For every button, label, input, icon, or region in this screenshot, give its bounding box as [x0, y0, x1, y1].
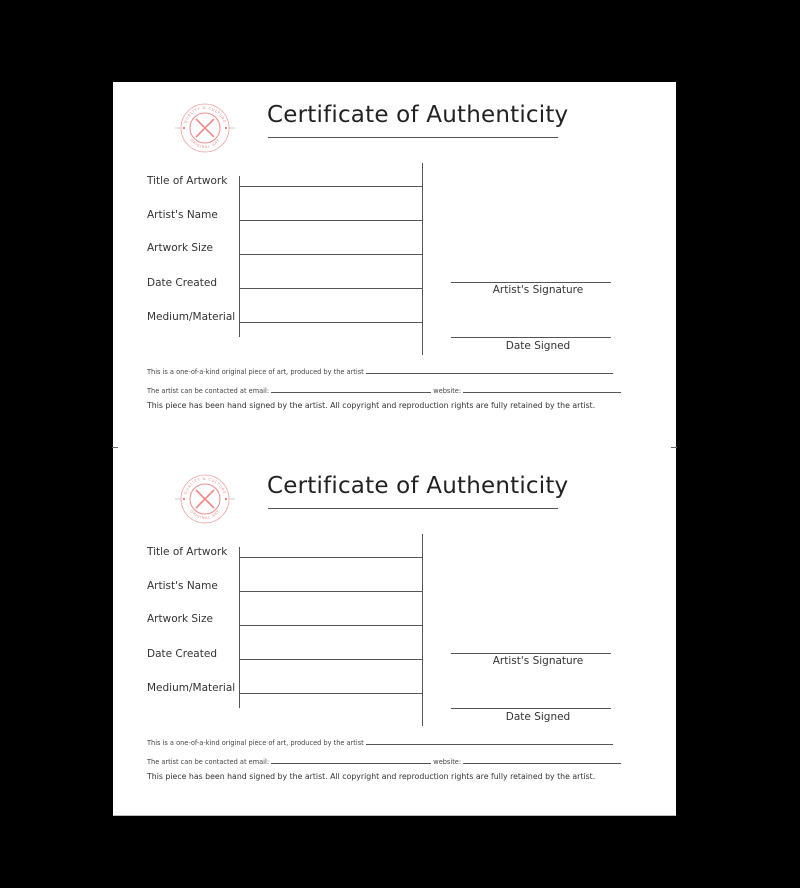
footer-original-text: This is a one-of-a-kind original piece of art, produced by the artist [147, 368, 364, 376]
footer-contact-line [147, 386, 621, 395]
field-input-artwork-size[interactable] [239, 254, 422, 255]
field-label-date-created: Date Created [147, 277, 217, 289]
signature-line[interactable] [451, 282, 611, 283]
fields-right-rule [422, 163, 423, 355]
field-input-medium-material[interactable] [239, 322, 422, 323]
field-input-artwork-size[interactable] [239, 625, 422, 626]
svg-text:ORIGINAL ART: ORIGINAL ART [189, 509, 221, 521]
footer-statement: This piece has been hand signed by the artist. All copyright and reproduction rights are fully retained by the artist. [147, 772, 596, 781]
logo-badge-icon [175, 98, 235, 158]
signature-label: Artist's Signature [492, 655, 584, 667]
email-label: The artist can be contacted at email: [147, 758, 270, 766]
footer-original-text: This is a one-of-a-kind original piece of art, produced by the artist [147, 739, 364, 747]
field-label-artwork-size: Artwork Size [147, 242, 213, 254]
field-label-artwork-size: Artwork Size [147, 613, 213, 625]
field-label-title-of-artwork: Title of Artwork [147, 175, 228, 187]
certificate-title: Certificate of Authenticity [267, 473, 569, 499]
website-blank[interactable] [463, 386, 621, 393]
artist-blank[interactable] [366, 367, 613, 374]
title-underline [268, 137, 558, 138]
footer-original-line [147, 367, 613, 376]
title-underline [268, 508, 558, 509]
field-label-artists-name: Artist's Name [147, 209, 218, 221]
fields-left-rule [239, 547, 240, 708]
date-signed-line[interactable] [451, 708, 611, 709]
svg-text:ORIGINAL ART: ORIGINAL ART [189, 138, 221, 150]
logo-badge-icon [175, 469, 235, 529]
signature-line[interactable] [451, 653, 611, 654]
field-input-artists-name[interactable] [239, 220, 422, 221]
footer-statement: This piece has been hand signed by the artist. All copyright and reproduction rights are fully retained by the artist. [147, 401, 596, 410]
website-blank[interactable] [463, 757, 621, 764]
fields-left-rule [239, 176, 240, 337]
certificate-title: Certificate of Authenticity [267, 102, 569, 128]
certificate-2 [113, 453, 676, 819]
field-input-title-of-artwork[interactable] [239, 186, 422, 187]
email-blank[interactable] [271, 386, 431, 393]
fields-right-rule [422, 534, 423, 726]
date-signed-line[interactable] [451, 337, 611, 338]
date-signed-label: Date Signed [505, 340, 571, 352]
field-label-artists-name: Artist's Name [147, 580, 218, 592]
website-label: website: [433, 387, 462, 395]
email-label: The artist can be contacted at email: [147, 387, 270, 395]
website-label: website: [433, 758, 462, 766]
printable-page [113, 82, 676, 816]
email-blank[interactable] [271, 757, 431, 764]
footer-original-line [147, 738, 613, 747]
date-signed-label: Date Signed [505, 711, 571, 723]
field-label-date-created: Date Created [147, 648, 217, 660]
field-input-title-of-artwork[interactable] [239, 557, 422, 558]
signature-label: Artist's Signature [492, 284, 584, 296]
field-label-medium-material: Medium/Material [147, 311, 236, 323]
field-input-medium-material[interactable] [239, 693, 422, 694]
field-input-date-created[interactable] [239, 659, 422, 660]
field-label-title-of-artwork: Title of Artwork [147, 546, 228, 558]
certificate-1 [113, 82, 676, 448]
svg-text:QUALITY & CULTURE: QUALITY & CULTURE [183, 105, 227, 124]
field-input-artists-name[interactable] [239, 591, 422, 592]
field-label-medium-material: Medium/Material [147, 682, 236, 694]
svg-text:QUALITY & CULTURE: QUALITY & CULTURE [183, 476, 227, 495]
field-input-date-created[interactable] [239, 288, 422, 289]
footer-contact-line [147, 757, 621, 766]
artist-blank[interactable] [366, 738, 613, 745]
